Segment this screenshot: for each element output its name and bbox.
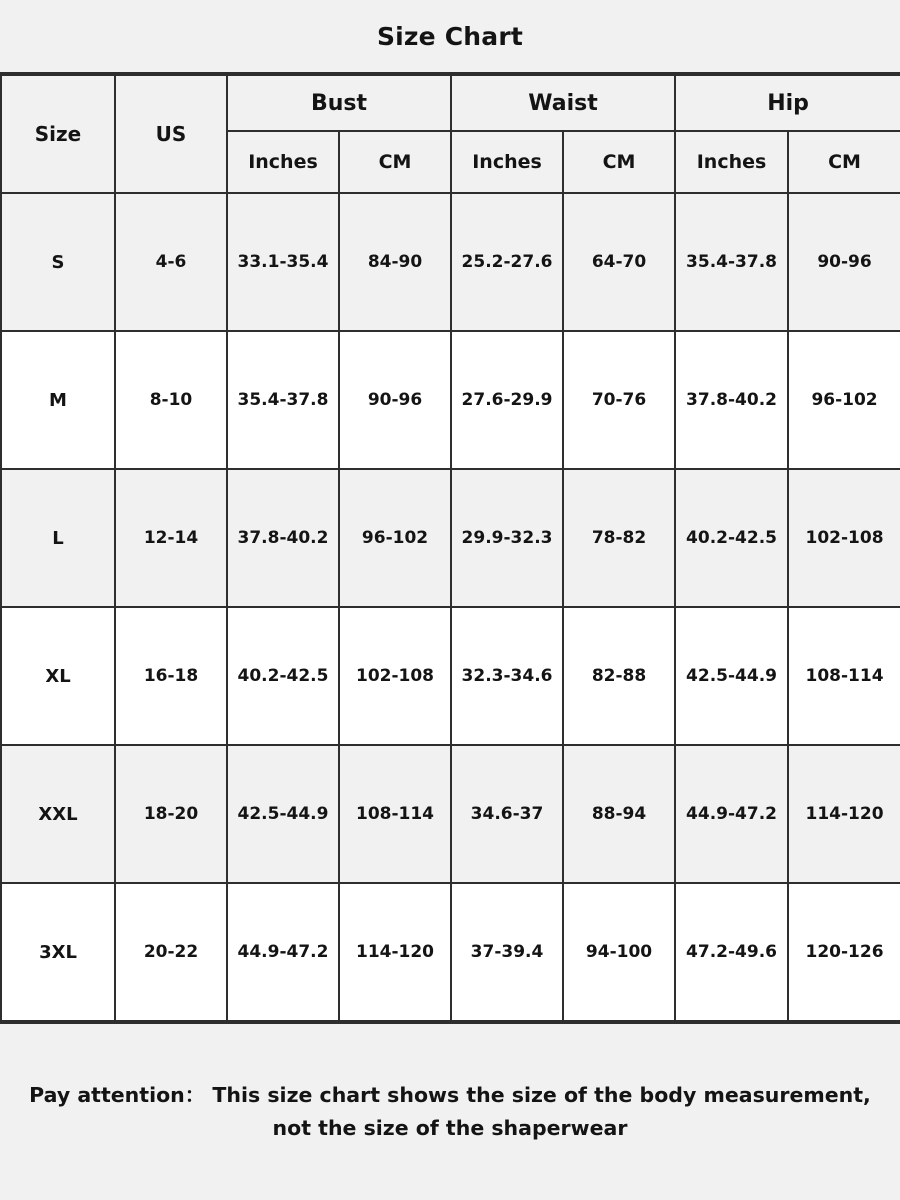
cell-waist-cm: 82-88 (563, 607, 675, 745)
cell-us: 4-6 (115, 193, 227, 331)
cell-size: 3XL (1, 883, 115, 1021)
cell-hip-cm: 114-120 (788, 745, 900, 883)
cell-waist-cm: 78-82 (563, 469, 675, 607)
header-group-bust: Bust (227, 75, 451, 131)
cell-bust-inches: 33.1-35.4 (227, 193, 339, 331)
cell-bust-inches: 44.9-47.2 (227, 883, 339, 1021)
header-hip-cm: CM (788, 131, 900, 193)
cell-hip-inches: 44.9-47.2 (675, 745, 788, 883)
cell-size: M (1, 331, 115, 469)
cell-hip-cm: 108-114 (788, 607, 900, 745)
cell-hip-inches: 47.2-49.6 (675, 883, 788, 1021)
cell-hip-cm: 90-96 (788, 193, 900, 331)
cell-bust-cm: 114-120 (339, 883, 451, 1021)
cell-hip-inches: 40.2-42.5 (675, 469, 788, 607)
cell-bust-inches: 42.5-44.9 (227, 745, 339, 883)
attention-note-line-2: not the size of the shaperwear (272, 1116, 628, 1140)
header-us: US (115, 75, 227, 193)
cell-bust-inches: 37.8-40.2 (227, 469, 339, 607)
cell-size: S (1, 193, 115, 331)
table-row (1, 331, 900, 469)
attention-note (0, 1022, 900, 1200)
cell-us: 18-20 (115, 745, 227, 883)
header-row-groups (1, 75, 900, 131)
cell-us: 16-18 (115, 607, 227, 745)
cell-us: 12-14 (115, 469, 227, 607)
cell-waist-inches: 32.3-34.6 (451, 607, 563, 745)
cell-waist-inches: 37-39.4 (451, 883, 563, 1021)
cell-bust-cm: 108-114 (339, 745, 451, 883)
title-band (0, 0, 900, 74)
header-waist-inches: Inches (451, 131, 563, 193)
attention-note-line-1: Pay attention： This size chart shows the size of the body measurement, (29, 1083, 871, 1108)
cell-hip-cm: 120-126 (788, 883, 900, 1021)
cell-waist-inches: 34.6-37 (451, 745, 563, 883)
cell-size: L (1, 469, 115, 607)
table-row (1, 745, 900, 883)
table-header (1, 75, 900, 193)
table-row (1, 883, 900, 1021)
header-bust-cm: CM (339, 131, 451, 193)
cell-waist-cm: 64-70 (563, 193, 675, 331)
cell-hip-inches: 37.8-40.2 (675, 331, 788, 469)
header-hip-inches: Inches (675, 131, 788, 193)
cell-bust-cm: 102-108 (339, 607, 451, 745)
page-title: Size Chart (376, 21, 524, 51)
cell-waist-inches: 25.2-27.6 (451, 193, 563, 331)
cell-waist-inches: 29.9-32.3 (451, 469, 563, 607)
size-chart-table (0, 74, 900, 1022)
cell-waist-cm: 70-76 (563, 331, 675, 469)
cell-size: XXL (1, 745, 115, 883)
cell-bust-cm: 84-90 (339, 193, 451, 331)
header-bust-inches: Inches (227, 131, 339, 193)
header-group-waist: Waist (451, 75, 675, 131)
cell-hip-cm: 96-102 (788, 331, 900, 469)
header-waist-cm: CM (563, 131, 675, 193)
cell-bust-inches: 40.2-42.5 (227, 607, 339, 745)
header-size: Size (1, 75, 115, 193)
table-body (1, 193, 900, 1021)
cell-waist-cm: 94-100 (563, 883, 675, 1021)
table-row (1, 193, 900, 331)
cell-hip-inches: 35.4-37.8 (675, 193, 788, 331)
cell-waist-cm: 88-94 (563, 745, 675, 883)
cell-us: 20-22 (115, 883, 227, 1021)
cell-hip-cm: 102-108 (788, 469, 900, 607)
table-row (1, 607, 900, 745)
header-group-hip: Hip (675, 75, 900, 131)
cell-bust-cm: 90-96 (339, 331, 451, 469)
cell-hip-inches: 42.5-44.9 (675, 607, 788, 745)
cell-waist-inches: 27.6-29.9 (451, 331, 563, 469)
cell-size: XL (1, 607, 115, 745)
cell-us: 8-10 (115, 331, 227, 469)
cell-bust-cm: 96-102 (339, 469, 451, 607)
table-row (1, 469, 900, 607)
cell-bust-inches: 35.4-37.8 (227, 331, 339, 469)
